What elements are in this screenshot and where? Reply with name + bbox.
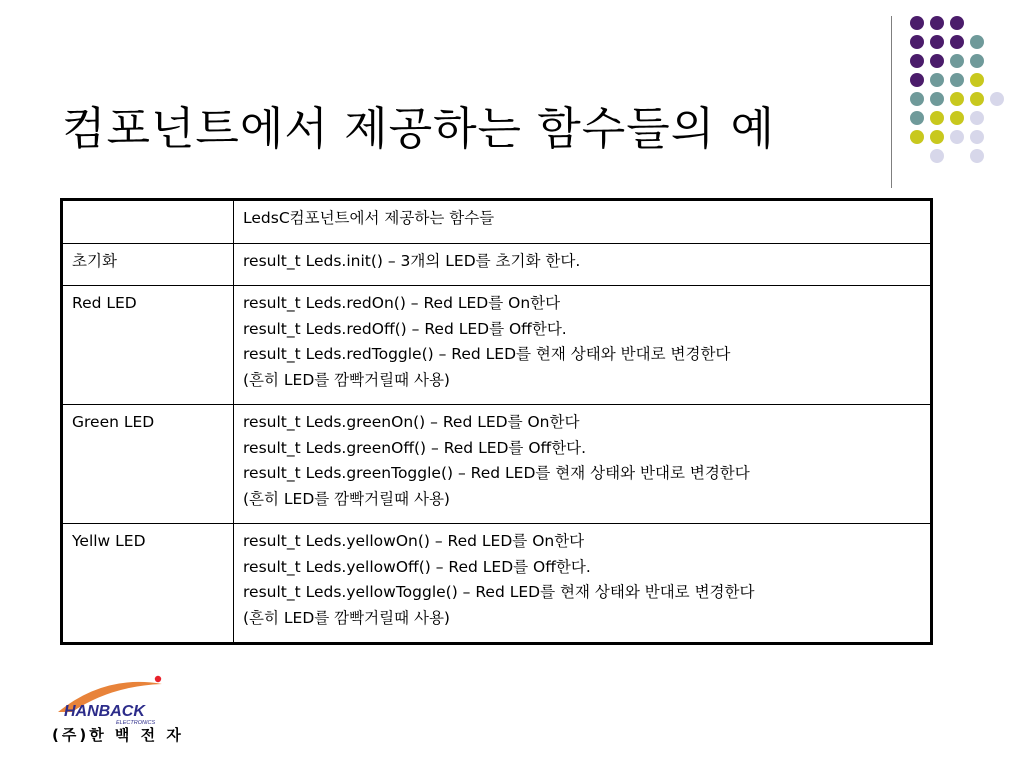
decor-dot [970, 54, 984, 68]
header-cell-functions: LedsC컴포넌트에서 제공하는 함수들 [234, 200, 932, 244]
decor-dot [970, 73, 984, 87]
row-label: Green LED [62, 405, 234, 524]
functions-table [60, 198, 933, 645]
decor-dot [930, 111, 944, 125]
decor-dot [910, 92, 924, 106]
function-note: (흔히 LED를 깜빡거릴때 사용) [243, 370, 450, 389]
function-line: result_t Leds.yellowOn() – Red LED를 On한다 [243, 532, 585, 550]
decor-dot [910, 54, 924, 68]
logo-brand-text: HANBACK [64, 703, 145, 720]
decor-dot [970, 130, 984, 144]
logo-dot [155, 676, 161, 682]
decor-dot [930, 16, 944, 30]
function-line: result_t Leds.redOn() – Red LED를 On한다 [243, 294, 561, 312]
decor-dot [930, 35, 944, 49]
table-header-row [62, 200, 932, 244]
row-label: 초기화 [62, 243, 234, 286]
table-row [62, 405, 932, 524]
decor-dot [990, 92, 1004, 106]
decor-dot [970, 35, 984, 49]
decor-dot [930, 130, 944, 144]
row-functions [234, 243, 932, 286]
decor-dot [950, 54, 964, 68]
decor-dot [950, 16, 964, 30]
decor-dot [910, 35, 924, 49]
decor-dot [910, 130, 924, 144]
table-row [62, 524, 932, 644]
decor-dot [930, 73, 944, 87]
row-label: Yellw LED [62, 524, 234, 644]
decor-dot [950, 35, 964, 49]
function-line: result_t Leds.yellowToggle() – Red LED를 현재 상태와 반대로 변경한다 [243, 583, 755, 601]
function-line: result_t Leds.greenOff() – Red LED를 Off한다. [243, 438, 587, 457]
function-line: result_t Leds.init() – 3개의 LED를 초기화 한다. [243, 251, 581, 270]
slide-title: 컴포넌트에서 제공하는 함수들의 예 [62, 102, 775, 155]
title-divider-line [891, 16, 892, 188]
decor-dot [970, 111, 984, 125]
function-line: result_t Leds.redOff() – Red LED를 Off한다. [243, 319, 567, 338]
function-line: result_t Leds.greenToggle() – Red LED를 현재 상태와 반대로 변경한다 [243, 464, 750, 482]
decor-dot [930, 149, 944, 163]
function-note: (흔히 LED를 깜빡거릴때 사용) [243, 489, 450, 508]
row-functions [234, 524, 932, 644]
function-line: result_t Leds.greenOn() – Red LED를 On한다 [243, 413, 580, 431]
decor-dot [950, 73, 964, 87]
decor-dot [930, 54, 944, 68]
decor-dot [950, 111, 964, 125]
function-line: result_t Leds.yellowOff() – Red LED를 Off한다. [243, 557, 591, 576]
row-functions [234, 286, 932, 405]
row-functions [234, 405, 932, 524]
decor-dot [930, 92, 944, 106]
table-row [62, 243, 932, 286]
decor-dot [910, 73, 924, 87]
function-line: result_t Leds.redToggle() – Red LED를 현재 상태와 반대로 변경한다 [243, 345, 731, 363]
row-label: Red LED [62, 286, 234, 405]
logo-sub-text: ELECTRONICS [116, 720, 156, 726]
table-row [62, 286, 932, 405]
decor-dot [910, 16, 924, 30]
decor-dot [950, 130, 964, 144]
decor-dot [970, 149, 984, 163]
header-cell-empty [62, 200, 234, 244]
decor-dot [970, 92, 984, 106]
company-name: (주)한 백 전 자 [52, 726, 184, 744]
function-note: (흔히 LED를 깜빡거릴때 사용) [243, 608, 450, 627]
decor-dot [910, 111, 924, 125]
decor-dot [950, 92, 964, 106]
